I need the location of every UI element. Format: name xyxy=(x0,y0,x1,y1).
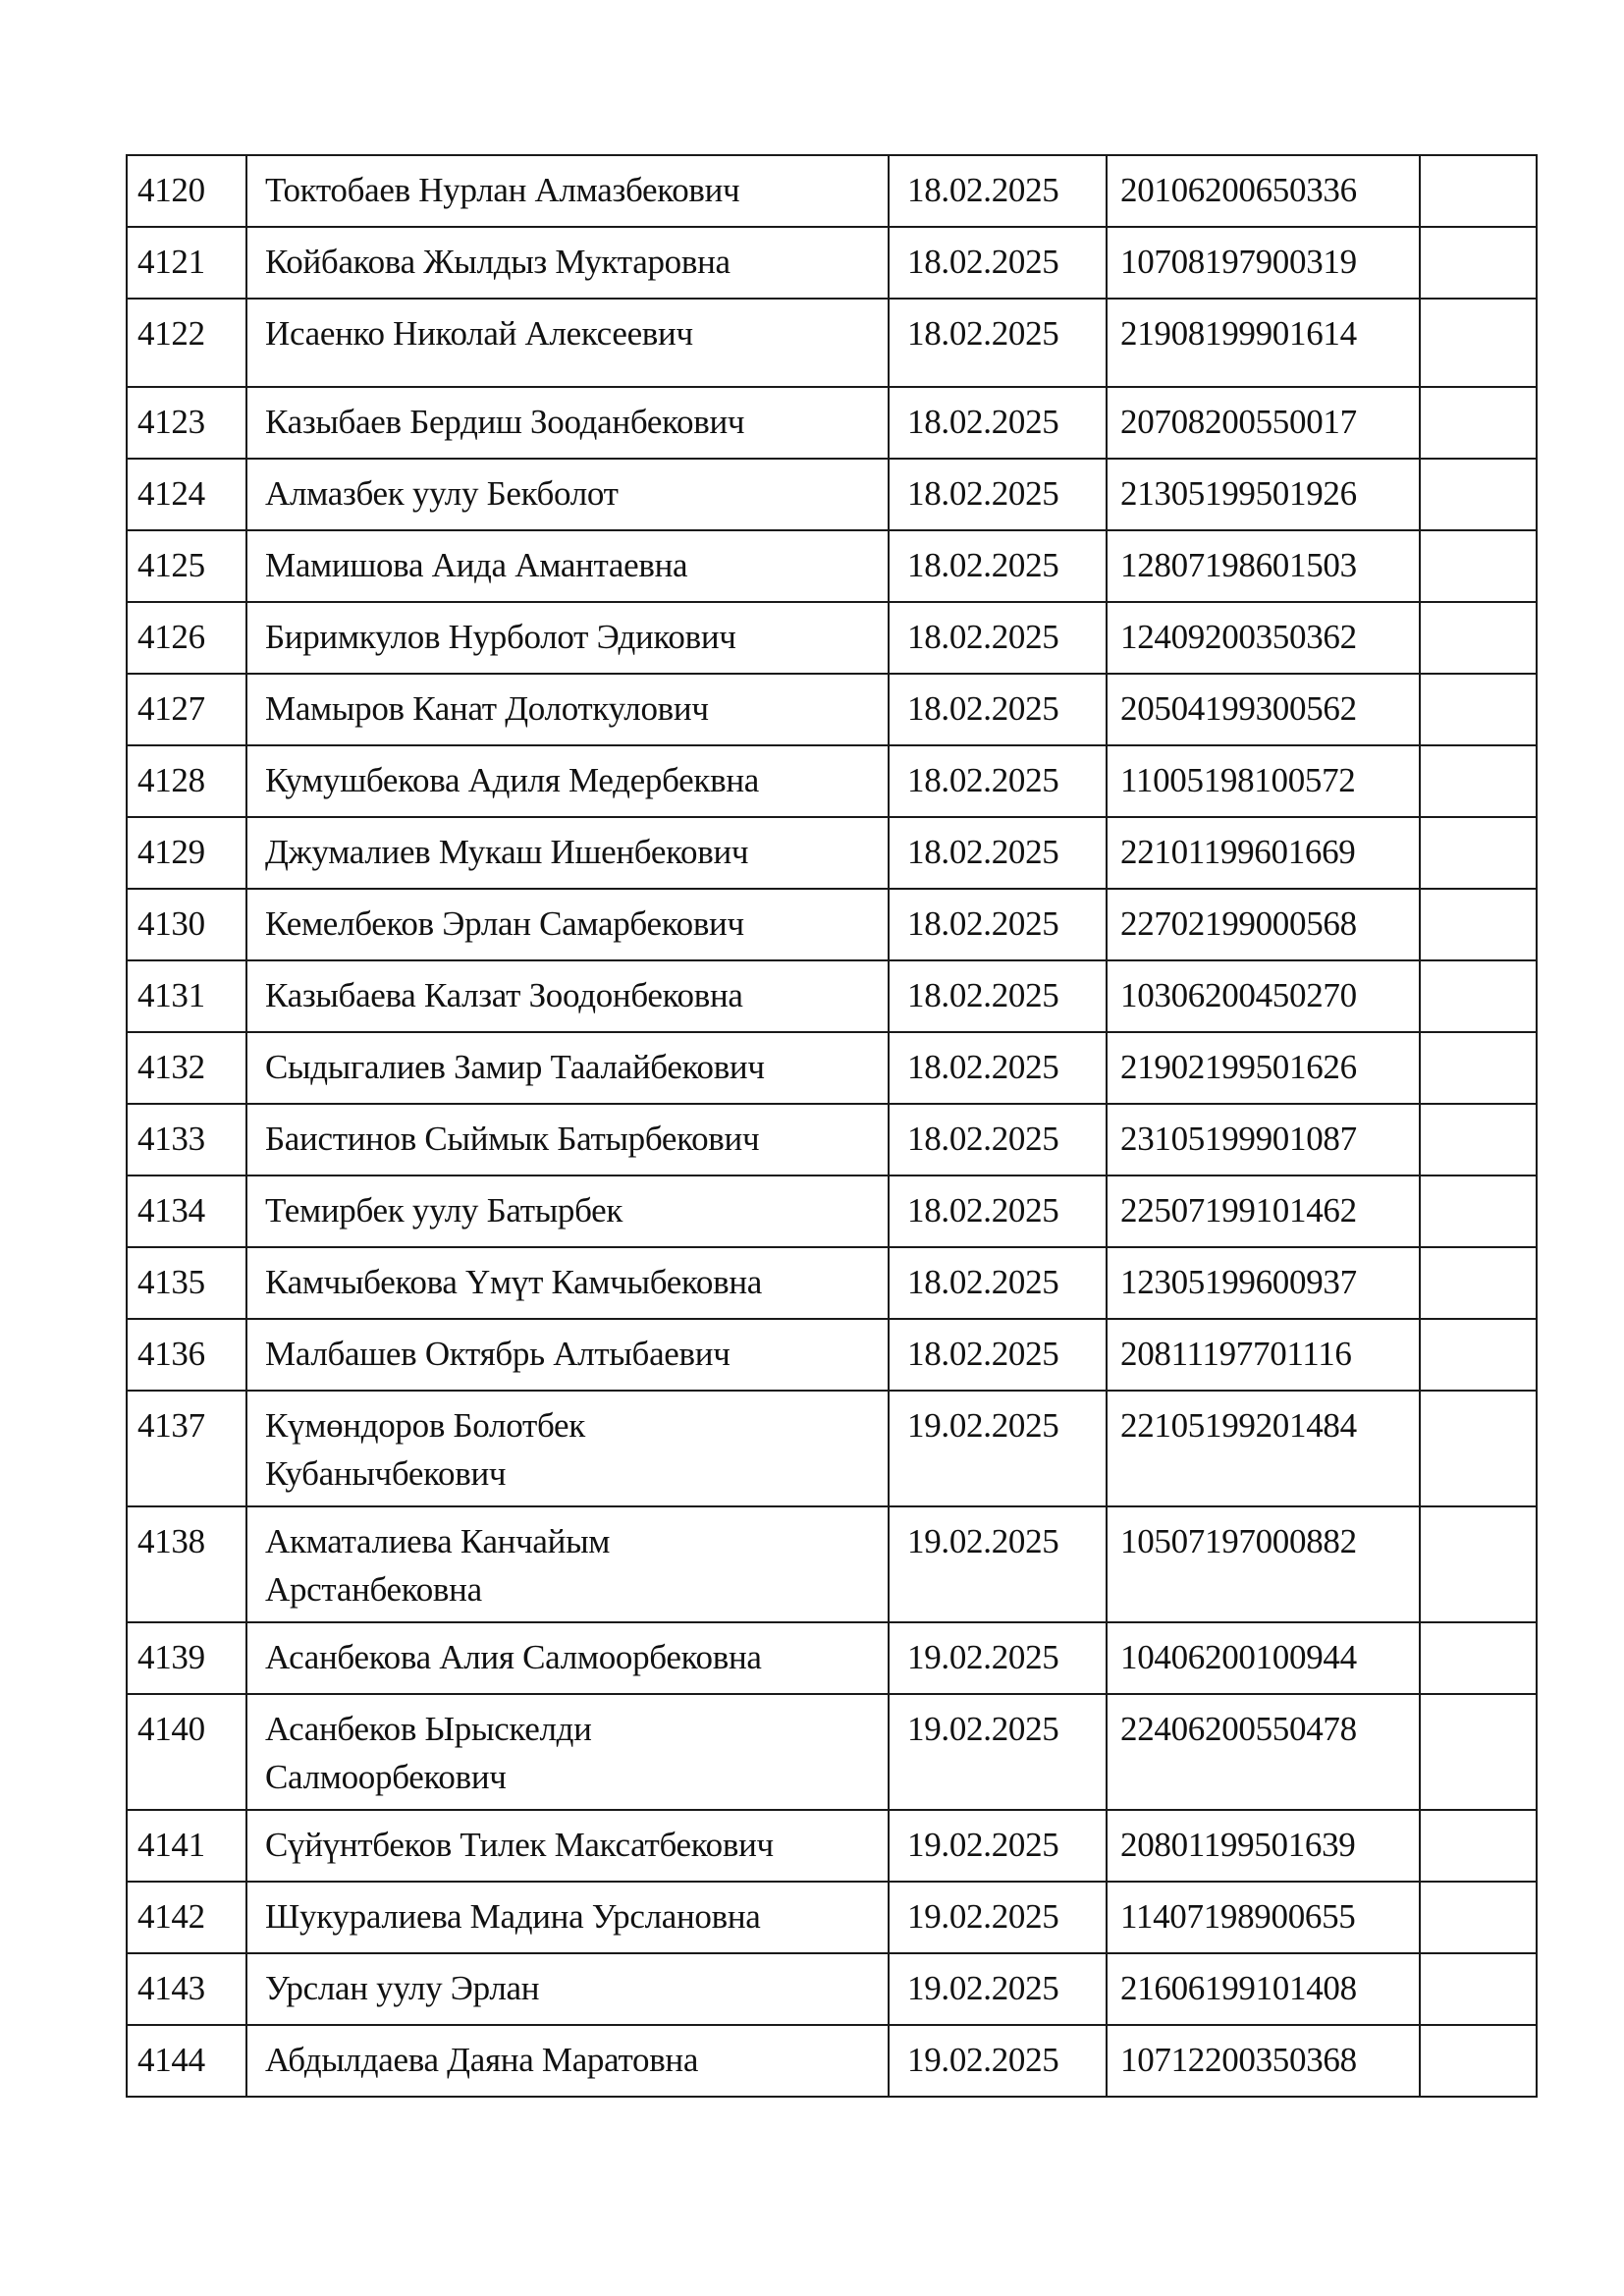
row-number: 4133 xyxy=(137,1120,205,1158)
personal-id: 21908199901614 xyxy=(1120,314,1357,353)
note xyxy=(1421,890,1536,900)
personal-id: 21606199101408 xyxy=(1120,1969,1357,2007)
date: 18.02.2025 xyxy=(907,403,1059,441)
full-name-cell xyxy=(246,817,889,889)
notes-cell xyxy=(1420,745,1537,817)
personal-id-cell xyxy=(1107,889,1420,960)
row-number-cell xyxy=(127,1694,246,1810)
full-name: Исаенко Николай Алексеевич xyxy=(265,314,693,353)
personal-id-cell xyxy=(1107,459,1420,530)
date: 18.02.2025 xyxy=(907,833,1059,871)
personal-id-cell xyxy=(1107,387,1420,459)
table-row xyxy=(127,960,1537,1032)
full-name-cell xyxy=(246,2025,889,2097)
date: 19.02.2025 xyxy=(907,1406,1059,1445)
registry-table xyxy=(126,154,1538,2098)
date-cell xyxy=(889,1391,1107,1506)
row-number: 4134 xyxy=(137,1191,205,1230)
row-number: 4144 xyxy=(137,2041,205,2079)
notes-cell xyxy=(1420,387,1537,459)
personal-id-cell xyxy=(1107,1810,1420,1882)
table-row xyxy=(127,299,1537,387)
registry-table-body xyxy=(127,155,1537,2097)
personal-id: 22105199201484 xyxy=(1120,1406,1357,1445)
table-row xyxy=(127,1622,1537,1694)
full-name: Джумалиев Мукаш Ишенбекович xyxy=(265,833,749,871)
row-number: 4121 xyxy=(137,243,205,281)
full-name: Шукуралиева Мадина Урслановна xyxy=(265,1897,761,1936)
row-number-cell xyxy=(127,299,246,387)
date-cell xyxy=(889,155,1107,227)
date: 18.02.2025 xyxy=(907,314,1059,353)
full-name: Камчыбекова Үмүт Камчыбековна xyxy=(265,1263,762,1301)
note xyxy=(1421,675,1536,684)
date-cell xyxy=(889,1810,1107,1882)
full-name: Кумушбекова Адиля Медербеквна xyxy=(265,761,759,799)
personal-id: 21902199501626 xyxy=(1120,1048,1357,1086)
table-row xyxy=(127,227,1537,299)
full-name: Абдылдаева Даяна Маратовна xyxy=(265,2041,699,2079)
full-name: Күмөндоров Болотбек Кубанычбекович xyxy=(265,1406,585,1493)
full-name-cell xyxy=(246,1506,889,1622)
note xyxy=(1421,300,1536,309)
table-row xyxy=(127,1391,1537,1506)
table-row xyxy=(127,1104,1537,1175)
note xyxy=(1421,1507,1536,1517)
row-number: 4142 xyxy=(137,1897,205,1936)
full-name-cell xyxy=(246,1622,889,1694)
date-cell xyxy=(889,1882,1107,1953)
personal-id: 11407198900655 xyxy=(1120,1897,1356,1936)
row-number: 4124 xyxy=(137,474,205,513)
row-number: 4122 xyxy=(137,314,205,353)
notes-cell xyxy=(1420,530,1537,602)
full-name: Казыбаев Бердиш Зооданбекович xyxy=(265,403,745,441)
note xyxy=(1421,228,1536,238)
personal-id: 10406200100944 xyxy=(1120,1638,1357,1676)
date-cell xyxy=(889,2025,1107,2097)
personal-id: 12409200350362 xyxy=(1120,618,1357,656)
row-number-cell xyxy=(127,1247,246,1319)
date-cell xyxy=(889,387,1107,459)
notes-cell xyxy=(1420,1622,1537,1694)
full-name-cell xyxy=(246,1104,889,1175)
personal-id-cell xyxy=(1107,960,1420,1032)
personal-id: 22406200550478 xyxy=(1120,1710,1357,1748)
personal-id-cell xyxy=(1107,817,1420,889)
personal-id: 10712200350368 xyxy=(1120,2041,1357,2079)
personal-id-cell xyxy=(1107,1506,1420,1622)
row-number-cell xyxy=(127,960,246,1032)
full-name-cell xyxy=(246,1391,889,1506)
full-name-cell xyxy=(246,1175,889,1247)
table-row xyxy=(127,155,1537,227)
personal-id: 10708197900319 xyxy=(1120,243,1357,281)
row-number-cell xyxy=(127,1175,246,1247)
row-number-cell xyxy=(127,745,246,817)
note xyxy=(1421,961,1536,971)
row-number-cell xyxy=(127,459,246,530)
notes-cell xyxy=(1420,1694,1537,1810)
full-name: Кемелбеков Эрлан Самарбекович xyxy=(265,904,744,943)
note xyxy=(1421,388,1536,398)
note xyxy=(1421,818,1536,828)
row-number: 4125 xyxy=(137,546,205,584)
row-number-cell xyxy=(127,530,246,602)
personal-id: 22702199000568 xyxy=(1120,904,1357,943)
personal-id-cell xyxy=(1107,530,1420,602)
table-row xyxy=(127,674,1537,745)
table-row xyxy=(127,1694,1537,1810)
date: 19.02.2025 xyxy=(907,1897,1059,1936)
personal-id: 20811197701116 xyxy=(1120,1335,1352,1373)
date: 19.02.2025 xyxy=(907,1969,1059,2007)
personal-id-cell xyxy=(1107,1391,1420,1506)
date: 18.02.2025 xyxy=(907,1335,1059,1373)
personal-id: 12807198601503 xyxy=(1120,546,1357,584)
row-number: 4128 xyxy=(137,761,205,799)
note xyxy=(1421,1883,1536,1892)
notes-cell xyxy=(1420,1247,1537,1319)
note xyxy=(1421,1176,1536,1186)
table-row xyxy=(127,1506,1537,1622)
row-number: 4123 xyxy=(137,403,205,441)
personal-id-cell xyxy=(1107,1032,1420,1104)
full-name-cell xyxy=(246,602,889,674)
date: 19.02.2025 xyxy=(907,1710,1059,1748)
date-cell xyxy=(889,889,1107,960)
date-cell xyxy=(889,745,1107,817)
table-row xyxy=(127,1032,1537,1104)
date-cell xyxy=(889,674,1107,745)
row-number-cell xyxy=(127,1810,246,1882)
notes-cell xyxy=(1420,1175,1537,1247)
date-cell xyxy=(889,1506,1107,1622)
date: 18.02.2025 xyxy=(907,243,1059,281)
row-number-cell xyxy=(127,2025,246,2097)
full-name-cell xyxy=(246,1319,889,1391)
full-name: Мамыров Канат Долоткулович xyxy=(265,689,709,728)
row-number: 4129 xyxy=(137,833,205,871)
date: 18.02.2025 xyxy=(907,976,1059,1014)
table-row xyxy=(127,2025,1537,2097)
date-cell xyxy=(889,602,1107,674)
row-number-cell xyxy=(127,889,246,960)
full-name: Сыдыгалиев Замир Таалайбекович xyxy=(265,1048,765,1086)
row-number-cell xyxy=(127,155,246,227)
table-row xyxy=(127,1882,1537,1953)
row-number-cell xyxy=(127,1319,246,1391)
notes-cell xyxy=(1420,299,1537,387)
notes-cell xyxy=(1420,227,1537,299)
row-number: 4127 xyxy=(137,689,205,728)
notes-cell xyxy=(1420,889,1537,960)
note xyxy=(1421,1248,1536,1258)
note xyxy=(1421,1105,1536,1115)
notes-cell xyxy=(1420,1104,1537,1175)
personal-id-cell xyxy=(1107,227,1420,299)
full-name-cell xyxy=(246,387,889,459)
row-number: 4126 xyxy=(137,618,205,656)
personal-id: 21305199501926 xyxy=(1120,474,1357,513)
date: 19.02.2025 xyxy=(907,1826,1059,1864)
personal-id: 20106200650336 xyxy=(1120,171,1357,209)
note xyxy=(1421,746,1536,756)
note xyxy=(1421,1811,1536,1821)
personal-id-cell xyxy=(1107,602,1420,674)
table-row xyxy=(127,745,1537,817)
table-row xyxy=(127,1247,1537,1319)
row-number-cell xyxy=(127,1391,246,1506)
date: 18.02.2025 xyxy=(907,618,1059,656)
date: 18.02.2025 xyxy=(907,1120,1059,1158)
date: 18.02.2025 xyxy=(907,1191,1059,1230)
row-number: 4130 xyxy=(137,904,205,943)
note xyxy=(1421,1954,1536,1964)
table-row xyxy=(127,530,1537,602)
personal-id-cell xyxy=(1107,1622,1420,1694)
note xyxy=(1421,156,1536,166)
row-number: 4131 xyxy=(137,976,205,1014)
full-name-cell xyxy=(246,459,889,530)
full-name-cell xyxy=(246,299,889,387)
full-name: Биримкулов Нурболот Эдикович xyxy=(265,618,736,656)
full-name-cell xyxy=(246,155,889,227)
notes-cell xyxy=(1420,1810,1537,1882)
full-name: Алмазбек уулу Бекболот xyxy=(265,474,619,513)
personal-id-cell xyxy=(1107,1882,1420,1953)
notes-cell xyxy=(1420,960,1537,1032)
full-name-cell xyxy=(246,1032,889,1104)
notes-cell xyxy=(1420,459,1537,530)
note xyxy=(1421,603,1536,613)
notes-cell xyxy=(1420,2025,1537,2097)
full-name: Сүйүнтбеков Тилек Максатбекович xyxy=(265,1826,774,1864)
note xyxy=(1421,1320,1536,1330)
personal-id-cell xyxy=(1107,745,1420,817)
personal-id: 23105199901087 xyxy=(1120,1120,1357,1158)
row-number-cell xyxy=(127,674,246,745)
date: 18.02.2025 xyxy=(907,1263,1059,1301)
full-name-cell xyxy=(246,530,889,602)
date-cell xyxy=(889,1175,1107,1247)
date: 18.02.2025 xyxy=(907,904,1059,943)
personal-id: 20504199300562 xyxy=(1120,689,1357,728)
table-row xyxy=(127,459,1537,530)
note xyxy=(1421,531,1536,541)
full-name-cell xyxy=(246,1953,889,2025)
note xyxy=(1421,1695,1536,1705)
full-name: Мамишова Аида Амантаевна xyxy=(265,546,688,584)
row-number: 4132 xyxy=(137,1048,205,1086)
date-cell xyxy=(889,1953,1107,2025)
full-name-cell xyxy=(246,745,889,817)
full-name: Казыбаева Калзат Зоодонбековна xyxy=(265,976,743,1014)
date: 18.02.2025 xyxy=(907,546,1059,584)
table-row xyxy=(127,817,1537,889)
row-number-cell xyxy=(127,817,246,889)
full-name: Акматалиева Канчайым Арстанбековна xyxy=(265,1522,611,1609)
date-cell xyxy=(889,227,1107,299)
row-number: 4139 xyxy=(137,1638,205,1676)
table-row xyxy=(127,1319,1537,1391)
row-number-cell xyxy=(127,1506,246,1622)
notes-cell xyxy=(1420,602,1537,674)
note xyxy=(1421,460,1536,469)
note xyxy=(1421,1623,1536,1633)
personal-id-cell xyxy=(1107,1319,1420,1391)
row-number: 4140 xyxy=(137,1710,205,1748)
row-number-cell xyxy=(127,1104,246,1175)
row-number: 4136 xyxy=(137,1335,205,1373)
full-name-cell xyxy=(246,1247,889,1319)
note xyxy=(1421,1033,1536,1043)
date-cell xyxy=(889,299,1107,387)
full-name: Темирбек уулу Батырбек xyxy=(265,1191,623,1230)
personal-id-cell xyxy=(1107,1247,1420,1319)
full-name: Малбашев Октябрь Алтыбаевич xyxy=(265,1335,731,1373)
table-row xyxy=(127,1175,1537,1247)
row-number: 4137 xyxy=(137,1406,205,1445)
date-cell xyxy=(889,1319,1107,1391)
table-row xyxy=(127,602,1537,674)
table-row xyxy=(127,387,1537,459)
notes-cell xyxy=(1420,817,1537,889)
date-cell xyxy=(889,1694,1107,1810)
full-name: Урслан уулу Эрлан xyxy=(265,1969,540,2007)
notes-cell xyxy=(1420,1953,1537,2025)
personal-id: 10507197000882 xyxy=(1120,1522,1357,1560)
date: 18.02.2025 xyxy=(907,689,1059,728)
personal-id: 20708200550017 xyxy=(1120,403,1357,441)
full-name: Баистинов Сыймык Батырбекович xyxy=(265,1120,760,1158)
row-number-cell xyxy=(127,387,246,459)
personal-id-cell xyxy=(1107,1953,1420,2025)
personal-id-cell xyxy=(1107,674,1420,745)
notes-cell xyxy=(1420,155,1537,227)
full-name-cell xyxy=(246,674,889,745)
date-cell xyxy=(889,530,1107,602)
full-name-cell xyxy=(246,960,889,1032)
note xyxy=(1421,1392,1536,1401)
row-number-cell xyxy=(127,227,246,299)
full-name: Асанбеков Ырыскелди Салмоорбекович xyxy=(265,1710,592,1796)
note xyxy=(1421,2026,1536,2036)
full-name: Асанбекова Алия Салмоорбековна xyxy=(265,1638,762,1676)
date: 18.02.2025 xyxy=(907,171,1059,209)
personal-id-cell xyxy=(1107,1694,1420,1810)
personal-id-cell xyxy=(1107,299,1420,387)
date-cell xyxy=(889,1032,1107,1104)
row-number: 4143 xyxy=(137,1969,205,2007)
full-name-cell xyxy=(246,889,889,960)
notes-cell xyxy=(1420,674,1537,745)
date: 19.02.2025 xyxy=(907,1522,1059,1560)
personal-id: 20801199501639 xyxy=(1120,1826,1356,1864)
notes-cell xyxy=(1420,1319,1537,1391)
date-cell xyxy=(889,1622,1107,1694)
row-number-cell xyxy=(127,1032,246,1104)
personal-id: 12305199600937 xyxy=(1120,1263,1357,1301)
row-number-cell xyxy=(127,1882,246,1953)
table-row xyxy=(127,1953,1537,2025)
date-cell xyxy=(889,960,1107,1032)
row-number: 4120 xyxy=(137,171,205,209)
row-number-cell xyxy=(127,1953,246,2025)
full-name-cell xyxy=(246,1694,889,1810)
date-cell xyxy=(889,459,1107,530)
full-name-cell xyxy=(246,1810,889,1882)
personal-id: 10306200450270 xyxy=(1120,976,1357,1014)
personal-id: 22507199101462 xyxy=(1120,1191,1357,1230)
personal-id-cell xyxy=(1107,1104,1420,1175)
full-name: Койбакова Жылдыз Муктаровна xyxy=(265,243,731,281)
notes-cell xyxy=(1420,1032,1537,1104)
full-name-cell xyxy=(246,227,889,299)
date-cell xyxy=(889,1247,1107,1319)
personal-id-cell xyxy=(1107,2025,1420,2097)
personal-id: 22101199601669 xyxy=(1120,833,1356,871)
row-number-cell xyxy=(127,1622,246,1694)
notes-cell xyxy=(1420,1506,1537,1622)
date-cell xyxy=(889,817,1107,889)
date-cell xyxy=(889,1104,1107,1175)
date: 19.02.2025 xyxy=(907,1638,1059,1676)
date: 19.02.2025 xyxy=(907,2041,1059,2079)
date: 18.02.2025 xyxy=(907,1048,1059,1086)
row-number-cell xyxy=(127,602,246,674)
notes-cell xyxy=(1420,1391,1537,1506)
date: 18.02.2025 xyxy=(907,474,1059,513)
row-number: 4135 xyxy=(137,1263,205,1301)
date: 18.02.2025 xyxy=(907,761,1059,799)
row-number: 4138 xyxy=(137,1522,205,1560)
full-name-cell xyxy=(246,1882,889,1953)
personal-id-cell xyxy=(1107,1175,1420,1247)
table-row xyxy=(127,1810,1537,1882)
table-row xyxy=(127,889,1537,960)
full-name: Токтобаев Нурлан Алмазбекович xyxy=(265,171,740,209)
notes-cell xyxy=(1420,1882,1537,1953)
row-number: 4141 xyxy=(137,1826,205,1864)
personal-id: 11005198100572 xyxy=(1120,761,1356,799)
personal-id-cell xyxy=(1107,155,1420,227)
